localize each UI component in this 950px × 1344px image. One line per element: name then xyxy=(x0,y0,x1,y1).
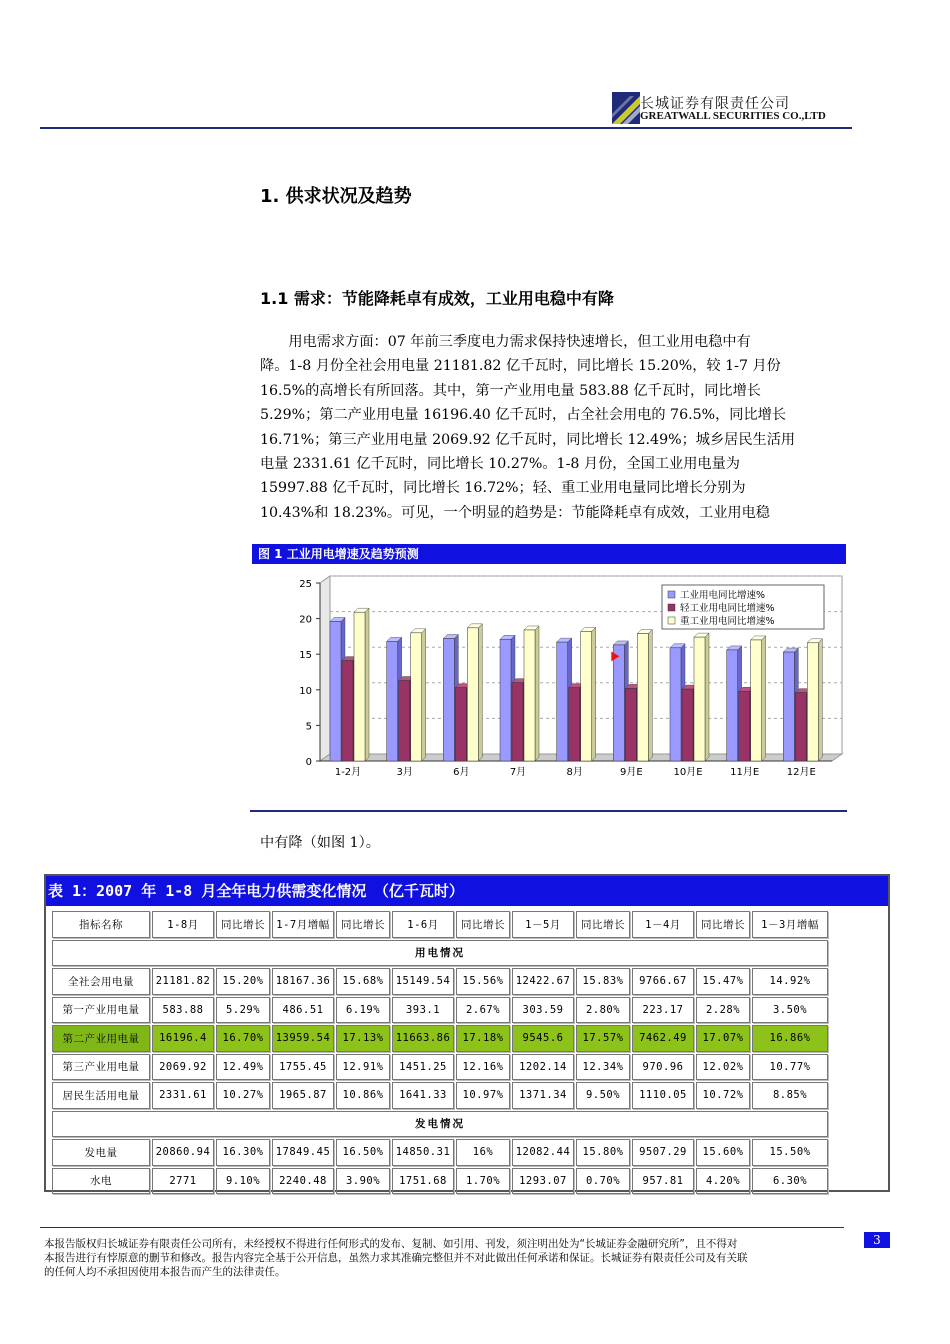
table-cell: 486.51 xyxy=(272,997,334,1024)
table-cell: 12.02% xyxy=(696,1054,750,1081)
table-cell: 6.19% xyxy=(336,997,390,1024)
table-cell: 970.96 xyxy=(632,1054,694,1081)
y-tick-label: 10 xyxy=(299,685,312,697)
bar xyxy=(783,652,794,761)
table-cell: 11663.86 xyxy=(392,1025,454,1052)
bar xyxy=(330,621,341,761)
bar-side xyxy=(818,639,822,761)
table-cell: 1293.07 xyxy=(512,1168,574,1195)
table-cell: 1755.45 xyxy=(272,1054,334,1081)
table-cell: 15.47% xyxy=(696,968,750,995)
table-cell: 2.80% xyxy=(576,997,630,1024)
table-cell: 15149.54 xyxy=(392,968,454,995)
bar xyxy=(613,645,624,761)
bar xyxy=(795,693,806,761)
table-cell: 21181.82 xyxy=(152,968,214,995)
legend-swatch xyxy=(668,604,675,611)
table-cell: 1371.34 xyxy=(512,1082,574,1109)
supply-demand-table xyxy=(44,874,890,1192)
table-cell: 303.59 xyxy=(512,997,574,1024)
table-cell: 1965.87 xyxy=(272,1082,334,1109)
chart-side-wall xyxy=(320,576,330,761)
bar xyxy=(467,628,478,761)
table-cell: 1202.14 xyxy=(512,1054,574,1081)
x-tick-label: 11月E xyxy=(730,767,760,778)
bar xyxy=(569,688,580,761)
table-cell: 6.30% xyxy=(752,1168,828,1195)
y-tick-label: 5 xyxy=(305,721,312,733)
table-cell: 957.81 xyxy=(632,1168,694,1195)
bar-side xyxy=(478,624,482,761)
legend-label: 工业用电同比增速% xyxy=(680,590,766,601)
table-cell: 15.68% xyxy=(336,968,390,995)
paragraph-line: 5.29%；第二产业用电量 16196.40 亿千瓦时，占全社会用电的 76.5%，同比增长 xyxy=(260,407,787,424)
header-divider xyxy=(40,127,852,129)
table-cell: 2069.92 xyxy=(152,1054,214,1081)
table-row xyxy=(52,968,828,995)
table-cell: 10.77% xyxy=(752,1054,828,1081)
section-title: 1. 供求状况及趋势 xyxy=(260,186,412,207)
legend-swatch xyxy=(668,617,675,624)
continuation-text: 中有降（如图 1）。 xyxy=(260,835,380,851)
paragraph-line: 15997.88 亿千瓦时，同比增长 16.72%；轻、重工业用电量同比增长分别为 xyxy=(260,480,746,497)
table-cell: 2.28% xyxy=(696,997,750,1024)
footer-divider xyxy=(40,1227,844,1228)
bar xyxy=(443,639,454,761)
table-cell: 20860.94 xyxy=(152,1139,214,1166)
company-logo-icon xyxy=(612,92,640,124)
bar xyxy=(727,650,738,761)
table-cell: 18167.36 xyxy=(272,968,334,995)
table-cell: 12.91% xyxy=(336,1054,390,1081)
table-cell: 9766.67 xyxy=(632,968,694,995)
legend-label: 轻工业用电同比增速% xyxy=(680,603,775,614)
table-cell: 10.72% xyxy=(696,1082,750,1109)
table-cell: 10.27% xyxy=(216,1082,270,1109)
table-cell: 5.29% xyxy=(216,997,270,1024)
table-cell: 12.49% xyxy=(216,1054,270,1081)
table-cell: 4.20% xyxy=(696,1168,750,1195)
table-title: 表 1：2007 年 1-8 月全年电力供需变化情况 （亿千瓦时） xyxy=(46,876,888,906)
table-cell: 10.86% xyxy=(336,1082,390,1109)
figure-title: 图 1 工业用电增速及趋势预测 xyxy=(252,544,846,564)
table-cell: 1641.33 xyxy=(392,1082,454,1109)
table-cell: 2240.48 xyxy=(272,1168,334,1195)
figure-divider xyxy=(250,810,847,812)
industrial-power-chart xyxy=(252,565,846,809)
row-label: 水电 xyxy=(52,1168,150,1195)
table-cell: 17849.45 xyxy=(272,1139,334,1166)
table-cell: 同比增长 xyxy=(456,911,510,938)
section-row xyxy=(52,1111,828,1138)
table-cell: 16.70% xyxy=(216,1025,270,1052)
table-cell: 15.83% xyxy=(576,968,630,995)
table-cell: 1-8月 xyxy=(152,911,214,938)
table-row xyxy=(52,1139,828,1166)
table-cell: 1－3月增幅 xyxy=(752,911,828,938)
paragraph-line: 电量 2331.61 亿千瓦时，同比增长 10.27%。1-8 月份，全国工业用电量为 xyxy=(260,456,740,473)
paragraph-line: 降。1-8 月份全社会用电量 21181.82 亿千瓦时，同比增长 15.20%，较 1-7 月份 xyxy=(260,358,781,375)
y-tick-label: 20 xyxy=(299,614,312,626)
x-tick-label: 6月 xyxy=(453,767,470,778)
x-tick-label: 7月 xyxy=(509,767,527,778)
table-row xyxy=(52,1025,828,1052)
company-name-en: GREATWALL SECURITIES CO.,LTD xyxy=(640,110,826,122)
bar xyxy=(637,634,648,761)
bar xyxy=(387,641,398,761)
table-cell: 15.20% xyxy=(216,968,270,995)
table-cell: 16196.4 xyxy=(152,1025,214,1052)
table-cell: 9545.6 xyxy=(512,1025,574,1052)
bar-side xyxy=(422,629,426,761)
bar xyxy=(524,630,535,761)
table-cell: 14.92% xyxy=(752,968,828,995)
legend-label: 重工业用电同比增速% xyxy=(680,616,775,627)
bar xyxy=(455,688,466,761)
body-paragraph xyxy=(260,330,845,525)
table-cell: 393.1 xyxy=(392,997,454,1024)
table-cell: 同比增长 xyxy=(216,911,270,938)
table-cell: 15.80% xyxy=(576,1139,630,1166)
table-row xyxy=(52,1054,828,1081)
section-label: 发电情况 xyxy=(52,1111,828,1138)
table-cell: 1－4月 xyxy=(632,911,694,938)
table-cell: 16.30% xyxy=(216,1139,270,1166)
table-cell: 12.34% xyxy=(576,1054,630,1081)
table-cell: 同比增长 xyxy=(576,911,630,938)
table-cell: 17.07% xyxy=(696,1025,750,1052)
bar xyxy=(399,681,410,761)
table-cell: 8.85% xyxy=(752,1082,828,1109)
table-cell: 1-6月 xyxy=(392,911,454,938)
table-cell: 15.50% xyxy=(752,1139,828,1166)
row-label: 全社会用电量 xyxy=(52,968,150,995)
table-cell: 583.88 xyxy=(152,997,214,1024)
table-cell: 12.16% xyxy=(456,1054,510,1081)
bar xyxy=(342,661,353,761)
table-cell: 223.17 xyxy=(632,997,694,1024)
legend-swatch xyxy=(668,591,675,598)
row-label: 第三产业用电量 xyxy=(52,1054,150,1081)
row-label: 发电量 xyxy=(52,1139,150,1166)
table-cell: 0.70% xyxy=(576,1168,630,1195)
section-label: 用电情况 xyxy=(52,940,828,967)
table-cell: 12082.44 xyxy=(512,1139,574,1166)
table-cell: 1751.68 xyxy=(392,1168,454,1195)
y-tick-label: 15 xyxy=(299,650,312,662)
table-cell: 2771 xyxy=(152,1168,214,1195)
y-tick-label: 0 xyxy=(305,757,312,768)
table-row xyxy=(52,1168,828,1195)
table-cell: 17.18% xyxy=(456,1025,510,1052)
table-cell: 9507.29 xyxy=(632,1139,694,1166)
table-cell: 同比增长 xyxy=(696,911,750,938)
paragraph-line: 10.43%和 18.23%。可见，一个明显的趋势是：节能降耗卓有成效，工业用电稳 xyxy=(260,504,770,521)
page-number: 3 xyxy=(864,1232,890,1248)
table-cell: 17.57% xyxy=(576,1025,630,1052)
disclaimer-line: 本报告进行有悖原意的删节和修改。报告内容完全基于公开信息，虽然力求其准确完整但并不对此做出任何承诺和保证。长城证券有限责任公司及有关联 xyxy=(44,1252,748,1264)
table-cell: 1.70% xyxy=(456,1168,510,1195)
bar xyxy=(581,631,592,761)
bar xyxy=(354,612,365,761)
bar xyxy=(500,639,511,761)
bar xyxy=(739,691,750,761)
x-tick-label: 12月E xyxy=(786,767,816,778)
table-cell: 1110.05 xyxy=(632,1082,694,1109)
table-cell: 同比增长 xyxy=(336,911,390,938)
table-cell: 7462.49 xyxy=(632,1025,694,1052)
table-row xyxy=(52,1082,828,1109)
subsection-title: 1.1 需求：节能降耗卓有成效，工业用电稳中有降 xyxy=(260,289,614,308)
bar xyxy=(512,683,523,761)
bar xyxy=(670,648,681,761)
row-label: 居民生活用电量 xyxy=(52,1082,150,1109)
table-cell: 13959.54 xyxy=(272,1025,334,1052)
company-name-cn: 长城证券有限责任公司 xyxy=(640,96,790,112)
disclaimer xyxy=(44,1237,844,1279)
table-cell: 16% xyxy=(456,1139,510,1166)
bar xyxy=(411,633,422,761)
x-tick-label: 1-2月 xyxy=(334,767,362,778)
table-cell: 1-7月增幅 xyxy=(272,911,334,938)
bar-side xyxy=(535,626,539,761)
table-cell: 14850.31 xyxy=(392,1139,454,1166)
table-cell: 10.97% xyxy=(456,1082,510,1109)
x-tick-label: 9月E xyxy=(619,767,643,778)
bar xyxy=(694,637,705,761)
data-table xyxy=(50,909,830,1196)
x-tick-label: 10月E xyxy=(673,767,703,778)
bar-side xyxy=(762,636,766,761)
bar xyxy=(557,642,568,761)
table-cell: 9.10% xyxy=(216,1168,270,1195)
row-label: 第二产业用电量 xyxy=(52,1025,150,1052)
table-cell: 3.50% xyxy=(752,997,828,1024)
paragraph-line: 用电需求方面：07 年前三季度电力需求保持快速增长，但工业用电稳中有 xyxy=(260,334,751,350)
table-cell: 1451.25 xyxy=(392,1054,454,1081)
table-cell: 12422.67 xyxy=(512,968,574,995)
bar-side xyxy=(648,630,652,761)
table-cell: 2.67% xyxy=(456,997,510,1024)
table-cell: 2331.61 xyxy=(152,1082,214,1109)
section-row xyxy=(52,940,828,967)
disclaimer-line: 的任何人均不承担因使用本报告而产生的法律责任。 xyxy=(44,1266,286,1278)
x-tick-label: 8月 xyxy=(566,767,583,778)
row-label: 指标名称 xyxy=(52,911,150,938)
bar-side xyxy=(365,608,369,761)
bar xyxy=(625,688,636,761)
paragraph-line: 16.71%；第三产业用电量 2069.92 亿千瓦时，同比增长 12.49%；城乡居民生活用 xyxy=(260,431,796,448)
row-label: 第一产业用电量 xyxy=(52,997,150,1024)
paragraph-line: 16.5%的高增长有所回落。其中，第一产业用电量 583.88 亿千瓦时，同比增长 xyxy=(260,382,761,399)
y-tick-label: 25 xyxy=(299,579,312,590)
bar xyxy=(751,640,762,761)
table-cell: 16.50% xyxy=(336,1139,390,1166)
x-tick-label: 3月 xyxy=(396,767,413,778)
table-cell: 16.86% xyxy=(752,1025,828,1052)
bar xyxy=(682,689,693,761)
table-cell: 15.56% xyxy=(456,968,510,995)
table-header-row xyxy=(52,911,828,938)
table-cell: 15.60% xyxy=(696,1139,750,1166)
table-cell: 9.50% xyxy=(576,1082,630,1109)
bar-side xyxy=(592,627,596,761)
table-row xyxy=(52,997,828,1024)
table-cell: 1－5月 xyxy=(512,911,574,938)
disclaimer-line: 本报告版权归长城证券有限责任公司所有，未经授权不得进行任何形式的发布、复制、如引用、刊发，须注明出处为“长城证券金融研究所”，且不得对 xyxy=(44,1238,738,1250)
table-cell: 17.13% xyxy=(336,1025,390,1052)
bar xyxy=(807,643,818,761)
bar-side xyxy=(705,633,709,761)
table-cell: 3.90% xyxy=(336,1168,390,1195)
